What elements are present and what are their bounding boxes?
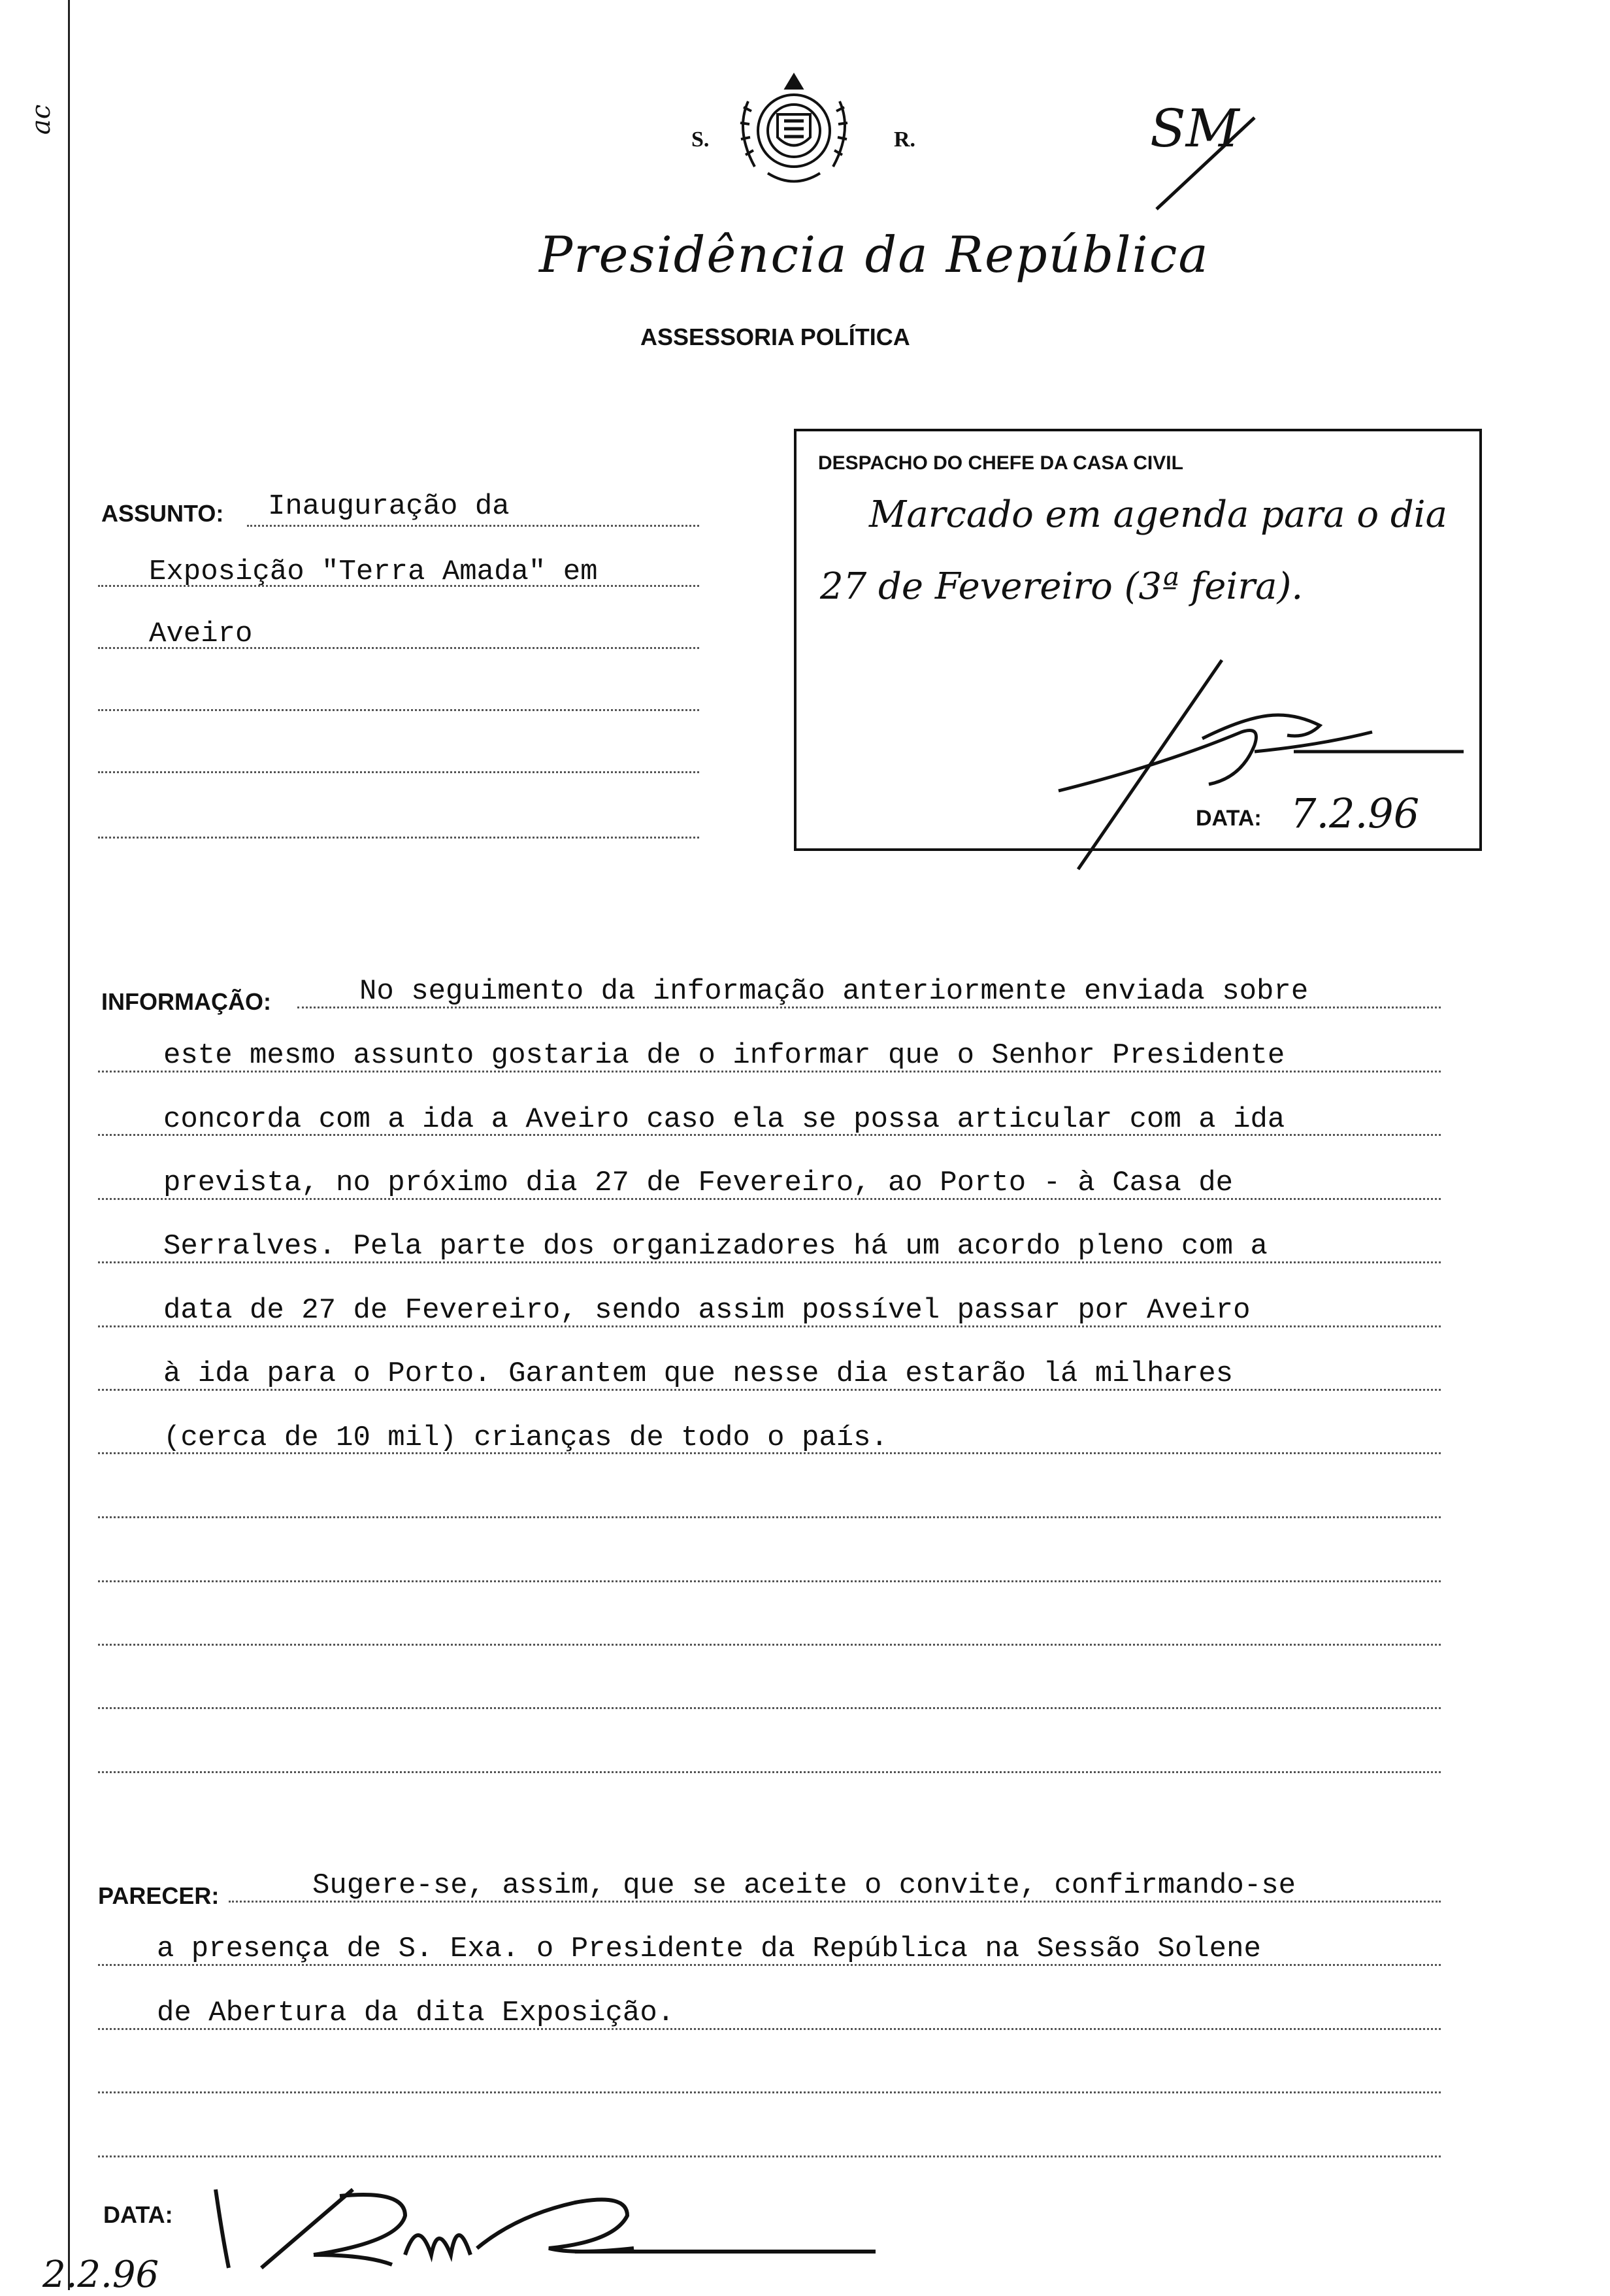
parecer-line-1: Sugere-se, assim, que se aceite o convite, confirmando-se [312,1869,1296,1902]
informacao-line-2: este mesmo assunto gostaria de o informar que o Senhor Presidente [163,1039,1285,1072]
parecer-label: PARECER: [98,1882,220,1909]
informacao-line-7: à ida para o Porto. Garantem que nesse dia estarão lá milhares [163,1357,1234,1390]
despacho-line-2: 27 de Fevereiro (3ª feira). [820,565,1304,608]
initials-stroke [1143,111,1261,216]
despacho-line-1: Marcado em agenda para o dia [869,493,1447,536]
informacao-line-6: data de 27 de Fevereiro, sendo assim possível passar por Aveiro [163,1294,1251,1327]
despacho-date-label: DATA: [1196,806,1262,831]
informacao-label: INFORMAÇÃO: [101,988,271,1015]
parecer-line-3: de Abertura da dita Exposição. [157,1997,675,2029]
margin-rule [68,0,70,2290]
despacho-title: DESPACHO DO CHEFE DA CASA CIVIL [818,452,1183,474]
assunto-line-2: Exposição "Terra Amada" em [149,556,598,588]
informacao-line-1: No seguimento da informação anteriormente enviada sobre [359,975,1309,1008]
department-title: ASSESSORIA POLÍTICA [640,324,910,350]
institution-title: Presidência da República [539,225,1209,284]
parecer-line-2: a presença de S. Exa. o Presidente da República na Sessão Solene [157,1933,1261,1965]
footer-date-label: DATA: [103,2201,173,2228]
assunto-label: ASSUNTO: [101,500,224,527]
footer-signature [209,2176,895,2281]
despacho-signature [1045,654,1464,876]
informacao-line-8: (cerca de 10 mil) crianças de todo o país. [163,1422,888,1454]
margin-note: ac [26,104,57,135]
informacao-line-5: Serralves. Pela parte dos organizadores há um acordo pleno com a [163,1230,1268,1263]
header-right-letter: R. [894,127,916,152]
informacao-line-3: concorda com a ida a Aveiro caso ela se possa articular com a ida [163,1103,1285,1136]
informacao-line-4: prevista, no próximo dia 27 de Fevereiro, ao Porto - à Casa de [163,1167,1234,1199]
assunto-line-3: Aveiro [149,618,253,650]
handwritten-initials: SM [1150,98,1240,159]
coat-of-arms-icon [729,62,859,193]
header-left-letter: S. [691,127,710,152]
assunto-line-1: Inauguração da [268,490,510,523]
footer-date-value: 2.2.96 [42,2254,159,2296]
despacho-date-value: 7.2.96 [1290,790,1420,837]
